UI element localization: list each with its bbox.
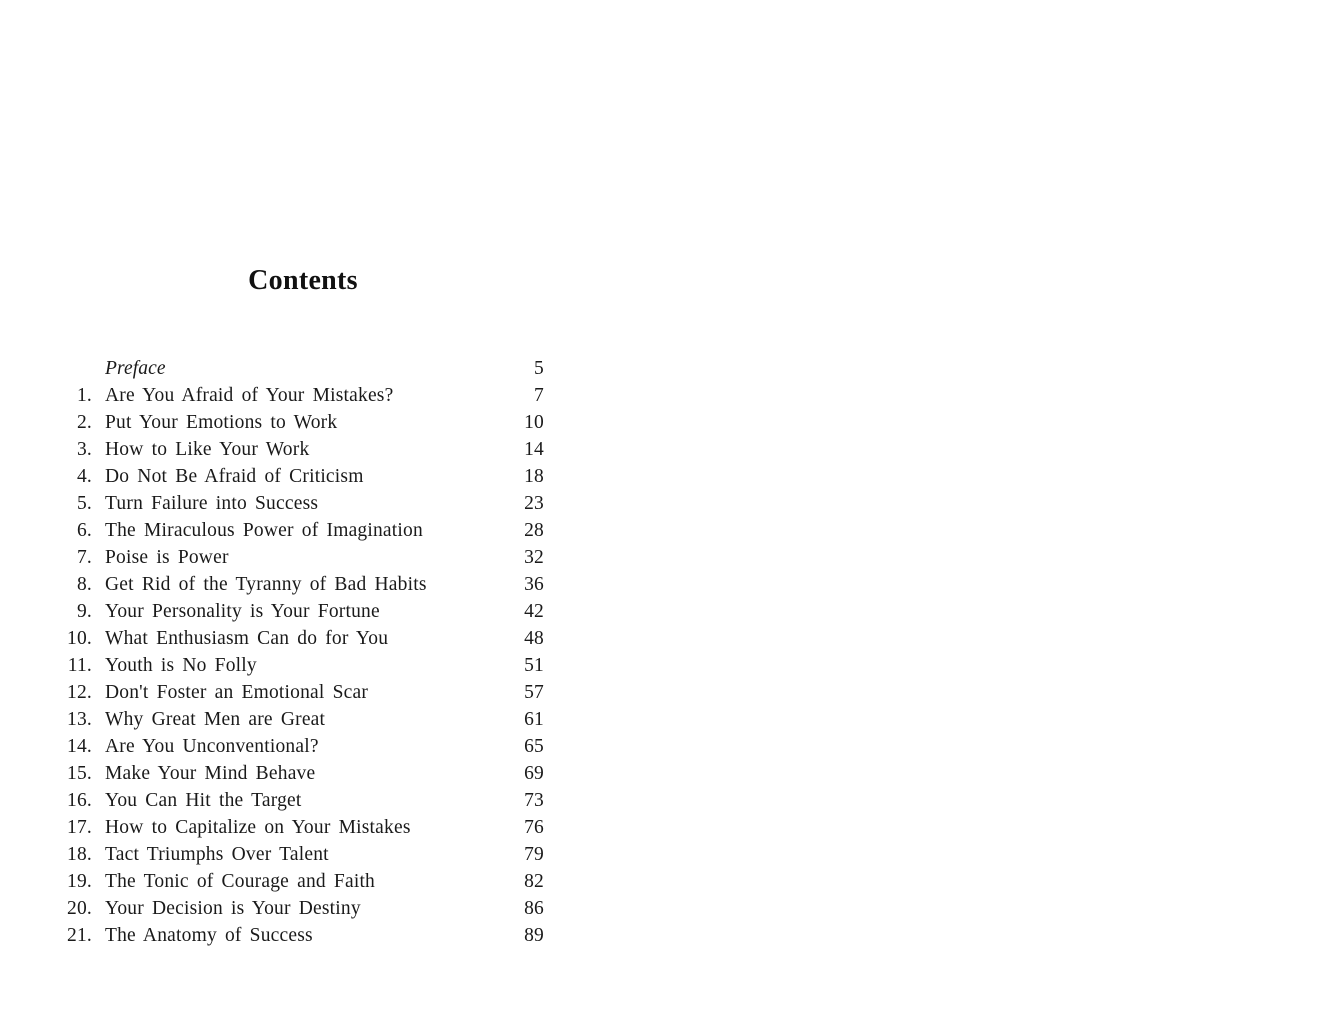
toc-row xyxy=(62,382,544,409)
chapter-page-number: 61 xyxy=(524,709,544,730)
chapter-page-number: 76 xyxy=(524,817,544,838)
chapter-page-number: 7 xyxy=(534,385,544,406)
chapter-title: Do Not Be Afraid of Criticism xyxy=(105,466,364,487)
toc-row xyxy=(62,571,544,598)
chapter-page-number: 69 xyxy=(524,763,544,784)
chapter-title: Turn Failure into Success xyxy=(105,493,319,514)
chapter-page-number: 28 xyxy=(524,520,544,541)
chapter-number: 20. xyxy=(67,898,92,919)
chapter-number: 21. xyxy=(67,925,92,946)
chapter-number: 10. xyxy=(67,628,92,649)
chapter-page-number: 14 xyxy=(524,439,544,460)
chapter-page-number: 18 xyxy=(524,466,544,487)
chapter-number: 11. xyxy=(67,655,92,676)
toc-row xyxy=(62,706,544,733)
chapter-title: Your Decision is Your Destiny xyxy=(105,898,361,919)
toc-row xyxy=(62,787,544,814)
chapter-number: 6. xyxy=(76,520,92,541)
toc-row xyxy=(62,463,544,490)
chapter-number: 2. xyxy=(76,412,92,433)
chapter-number: 13. xyxy=(67,709,92,730)
toc-row xyxy=(62,679,544,706)
toc-row xyxy=(62,355,544,382)
chapter-title: Your Personality is Your Fortune xyxy=(105,601,380,622)
chapter-page-number: 5 xyxy=(534,358,544,379)
toc-row xyxy=(62,517,544,544)
chapter-number: 9. xyxy=(76,601,92,622)
chapter-number: 8. xyxy=(76,574,92,595)
chapter-title: Get Rid of the Tyranny of Bad Habits xyxy=(105,574,427,595)
chapter-number: 17. xyxy=(67,817,92,838)
chapter-number: 15. xyxy=(67,763,92,784)
chapter-title: Preface xyxy=(105,358,166,379)
toc-row xyxy=(62,760,544,787)
chapter-page-number: 82 xyxy=(524,871,544,892)
chapter-number: 5. xyxy=(76,493,92,514)
chapter-page-number: 86 xyxy=(524,898,544,919)
toc-row xyxy=(62,895,544,922)
chapter-title: What Enthusiasm Can do for You xyxy=(105,628,389,649)
chapter-number: 12. xyxy=(67,682,92,703)
chapter-number: 16. xyxy=(67,790,92,811)
chapter-title: Tact Triumphs Over Talent xyxy=(105,844,329,865)
chapter-page-number: 36 xyxy=(524,574,544,595)
chapter-number: 3. xyxy=(76,439,92,460)
toc-row xyxy=(62,652,544,679)
chapter-page-number: 48 xyxy=(524,628,544,649)
toc-row xyxy=(62,868,544,895)
chapter-title: Youth is No Folly xyxy=(105,655,257,676)
chapter-title: The Anatomy of Success xyxy=(105,925,313,946)
chapter-page-number: 89 xyxy=(524,925,544,946)
chapter-page-number: 32 xyxy=(524,547,544,568)
chapter-title: Are You Unconventional? xyxy=(105,736,319,757)
chapter-number: 1. xyxy=(76,385,92,406)
chapter-page-number: 51 xyxy=(524,655,544,676)
toc-row xyxy=(62,598,544,625)
chapter-page-number: 10 xyxy=(524,412,544,433)
toc-row xyxy=(62,436,544,463)
chapter-title: The Miraculous Power of Imagination xyxy=(105,520,423,541)
toc-row xyxy=(62,490,544,517)
toc-row xyxy=(62,733,544,760)
chapter-page-number: 23 xyxy=(524,493,544,514)
chapter-number: 4. xyxy=(76,466,92,487)
chapter-number: 7. xyxy=(76,547,92,568)
chapter-title: Are You Afraid of Your Mistakes? xyxy=(105,385,394,406)
chapter-title: Put Your Emotions to Work xyxy=(105,412,338,433)
toc-row xyxy=(62,814,544,841)
chapter-title: How to Capitalize on Your Mistakes xyxy=(105,817,411,838)
chapter-number: 19. xyxy=(67,871,92,892)
chapter-number: 18. xyxy=(67,844,92,865)
toc-row xyxy=(62,922,544,949)
chapter-title: Poise is Power xyxy=(105,547,229,568)
toc-row xyxy=(62,544,544,571)
chapter-title: How to Like Your Work xyxy=(105,439,310,460)
toc-row xyxy=(62,841,544,868)
chapter-number: 14. xyxy=(67,736,92,757)
chapter-title: Why Great Men are Great xyxy=(105,709,326,730)
toc-row xyxy=(62,409,544,436)
chapter-page-number: 79 xyxy=(524,844,544,865)
chapter-title: You Can Hit the Target xyxy=(105,790,302,811)
chapter-title: Don't Foster an Emotional Scar xyxy=(105,682,369,703)
chapter-title: Make Your Mind Behave xyxy=(105,763,316,784)
chapter-page-number: 73 xyxy=(524,790,544,811)
page-title: Contents xyxy=(248,265,358,296)
chapter-title: The Tonic of Courage and Faith xyxy=(105,871,376,892)
chapter-page-number: 42 xyxy=(524,601,544,622)
chapter-page-number: 65 xyxy=(524,736,544,757)
toc-list xyxy=(62,355,544,949)
toc-row xyxy=(62,625,544,652)
chapter-page-number: 57 xyxy=(524,682,544,703)
